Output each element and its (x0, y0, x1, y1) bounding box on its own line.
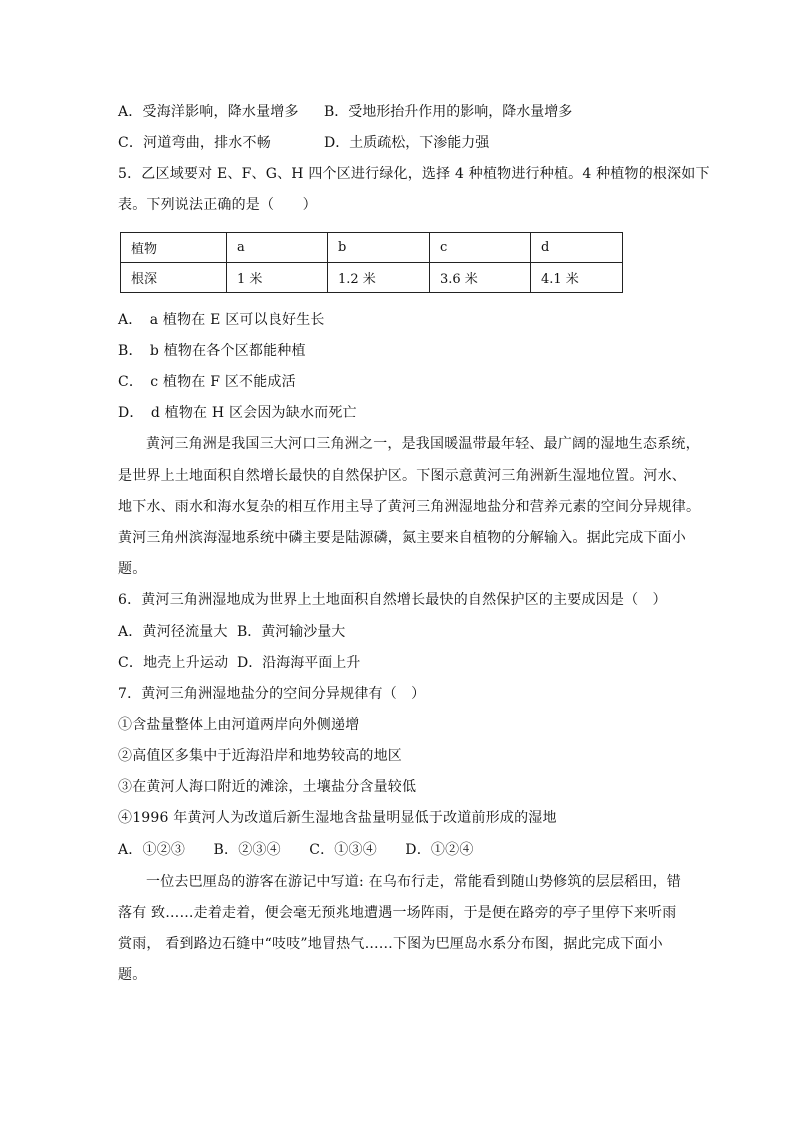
q7-stem: 7．黄河三角洲湿地盐分的空间分异规律有（ ） (118, 686, 426, 702)
q4-option-b: B．受地形抬升作用的影响，降水量增多 (324, 104, 573, 120)
q6-stem: 6．黄河三角洲湿地成为世界上土地面积自然增长最快的自然保护区的主要成因是（ ） (118, 592, 667, 608)
q7-item-4: ④1996 年黄河人为改道后新生湿地含盐量明显低于改道前形成的湿地 (118, 810, 557, 826)
q5-option-d: D． d 植物在 H 区会因为缺水而死亡 (118, 405, 357, 421)
table-cell: 根深 (121, 263, 227, 293)
q7-item-3: ③在黄河人海口附近的滩涂，土壤盐分含量较低 (118, 779, 417, 795)
table-cell: 4.1 米 (531, 263, 623, 293)
passage2-line3: 赏雨， 看到路边石缝中“吱吱”地冒热气……下图为巴厘岛水系分布图，据此完成下面小 (118, 936, 663, 952)
table-cell: 1 米 (227, 263, 328, 293)
q7-item-1: ①含盐量整体上由河道两岸向外侧递增 (118, 717, 360, 733)
q7-options: A．①②③ B．②③④ C．①③④ D．①②④ (118, 842, 474, 858)
q4-option-c: C．河道弯曲，排水不畅 (118, 135, 271, 151)
passage1-line3: 地下水、雨水和海水复杂的相互作用主导了黄河三角洲湿地盐分和营养元素的空间分异规律。 (118, 499, 701, 515)
passage1-line4: 黄河三角州滨海湿地系统中磷主要是陆源磷，氮主要来自植物的分解输入。据此完成下面小 (118, 530, 686, 546)
q6-option-c: C．地壳上升运动 (118, 655, 229, 671)
q5-stem-line2: 表。下列说法正确的是（ ） (118, 197, 317, 213)
q6-option-a: A．黄河径流量大 (118, 624, 228, 640)
root-depth-table (120, 232, 623, 293)
table-cell: d (531, 233, 623, 263)
q5-option-b: B． b 植物在各个区都能种植 (118, 343, 306, 359)
q6-option-b: B．黄河输沙量大 (237, 624, 346, 640)
passage2-line2: 落有 致……走着走着，便会毫无预兆地遭遇一场阵雨，于是便在路旁的亭子里停下来听雨 (118, 905, 677, 921)
q7-item-2: ②高值区多集中于近海沿岸和地势较高的地区 (118, 748, 402, 764)
passage1-line5: 题。 (118, 561, 147, 577)
q5-option-c: C． c 植物在 F 区不能成活 (118, 374, 296, 390)
passage1-line1: 黄河三角洲是我国三大河口三角洲之一，是我国暖温带最年轻、最广阔的湿地生态系统， (146, 436, 700, 452)
q5-option-a: A． a 植物在 E 区可以良好生长 (118, 312, 325, 328)
table-cell: 3.6 米 (430, 263, 531, 293)
table-row (121, 233, 623, 263)
table-cell: c (430, 233, 531, 263)
table-cell: b (328, 233, 430, 263)
table-cell: 1.2 米 (328, 263, 430, 293)
table-row (121, 263, 623, 293)
passage2-line4: 题。 (118, 967, 147, 983)
q4-option-d: D．土质疏松，下渗能力强 (324, 135, 490, 151)
q4-option-a: A．受海洋影响，降水量增多 (118, 104, 299, 120)
q5-stem-line1: 5．乙区域要对 E、F、G、H 四个区进行绿化，选择 4 种植物进行种植。4 种植物的根深如下 (118, 166, 710, 182)
passage2-line1: 一位去巴厘岛的游客在游记中写道: 在乌布行走，常能看到随山势修筑的层层稻田，错 (146, 874, 681, 890)
q6-option-d: D．沿海海平面上升 (237, 655, 361, 671)
passage1-line2: 是世界上土地面积自然增长最快的自然保护区。下图示意黄河三角洲新生湿地位置。河水、 (118, 468, 686, 484)
table-cell: 植物 (121, 233, 227, 263)
table-cell: a (227, 233, 328, 263)
